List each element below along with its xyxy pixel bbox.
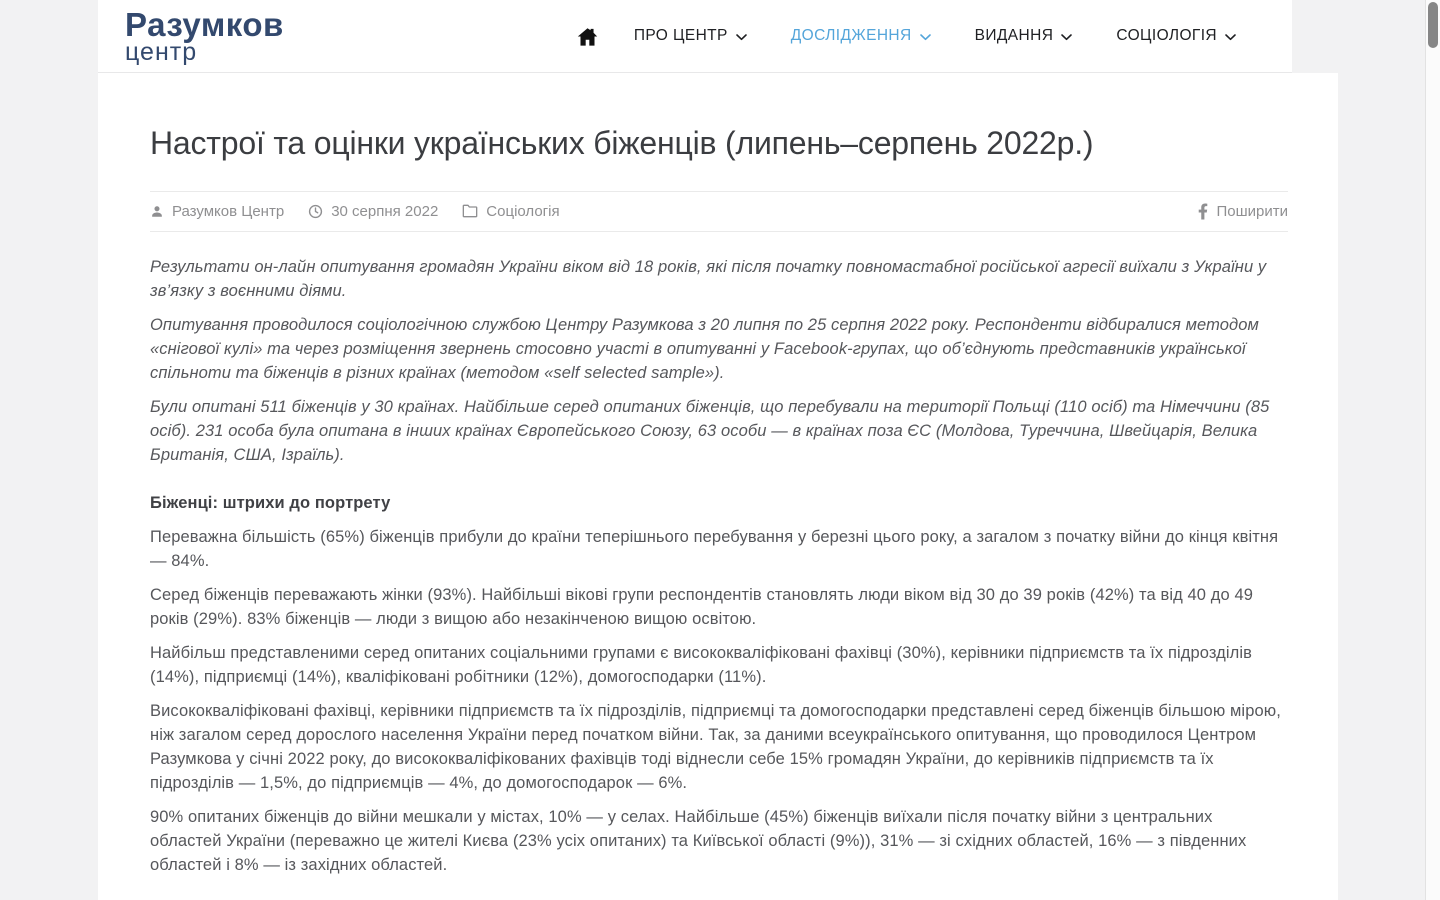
facebook-icon: [1198, 203, 1208, 220]
nav-item-label: ДОСЛІДЖЕННЯ: [790, 27, 912, 44]
body-paragraph: Переважна більшість (65%) біженців прибули до країни теперішнього перебування у березні цього року, а загалом з початку війни до кінця квітня — 84%.: [150, 527, 1279, 570]
logo-title: Разумков: [125, 5, 284, 43]
category-link[interactable]: [462, 203, 559, 220]
logo-subtitle: центр: [125, 37, 198, 66]
scrollbar-thumb[interactable]: [1428, 2, 1438, 48]
page-title: Настрої та оцінки українських біженців (липень–серпень 2022р.): [150, 125, 1094, 161]
section-heading: Біженці: штрихи до портрету: [150, 493, 391, 512]
body-paragraph: Висококваліфіковані фахівці, керівники підприємств та їх підрозділів, підприємці та домогосподарки представлені серед біженців більшою мірою, ніж загалом серед дорослого населення України перед початком війни. Так, за даними всеукраїнського опитування, що проводилося Центром Разумкова у січні 2022 року, до висококваліфікованих фахівців тоді віднесли себе 15% громадян України, до керівників підприємств та їх підрозділів — 1,5%, до підприємців — 4%, до домогосподарок — 6%.: [150, 701, 1281, 792]
nav-item-label: ВИДАННЯ: [974, 27, 1054, 44]
body-paragraph: Серед біженців переважають жінки (93%). Найбільші вікові групи респондентів становлять люди віком від 30 до 39 років (42%) та від 40 до 49 років (29%). 83% біженців — люди з вищою або незакінченою вищою освітою.: [150, 585, 1254, 628]
main-nav: [577, 19, 1258, 54]
nav-item-research[interactable]: [769, 19, 953, 53]
chevron-down-icon: [920, 34, 931, 41]
share-label: Поширити: [1216, 202, 1288, 220]
site-logo[interactable]: [125, 5, 284, 66]
chevron-down-icon: [736, 34, 747, 41]
category-label: Соціологія: [486, 202, 560, 220]
article-author: [150, 203, 284, 220]
date-label: 30 серпня 2022: [331, 202, 439, 220]
folder-icon: [462, 204, 478, 218]
share-button[interactable]: [1198, 203, 1288, 220]
chevron-down-icon: [1061, 34, 1072, 41]
article-date: [308, 203, 438, 220]
intro-paragraph: Результати он-лайн опитування громадян України віком від 18 років, які після початку повномастабної російської агресії виїхали з України у зв’язку з воєнними діями.: [150, 257, 1267, 300]
nav-item-label: СОЦІОЛОГІЯ: [1116, 27, 1217, 44]
chevron-down-icon: [1225, 34, 1236, 41]
intro-paragraph: Були опитані 511 біженців у 30 країнах. Найбільше серед опитаних біженців, що перебували на території Польщі (110 осіб) та Німеччини (85 осіб). 231 особа була опитана в інших країнах Європейського Союзу, 63 особи — в країнах поза ЄС (Молдова, Туреччина, Швейцарія, Велика Британія, США, Ізраїль).: [150, 397, 1270, 464]
article: [98, 73, 1338, 877]
article-meta: [150, 191, 1288, 232]
article-body: [150, 232, 1288, 877]
nav-item-about[interactable]: [612, 19, 769, 53]
user-icon: [150, 204, 164, 219]
home-icon: [577, 27, 598, 46]
body-paragraph: Найбільш представленими серед опитаних соціальними групами є висококваліфіковані фахівці (30%), керівники підприємств та їх підрозділів (14%), підприємці (14%), кваліфіковані робітники (12%), домогосподарки (11%).: [150, 643, 1252, 686]
nav-item-sociology[interactable]: [1094, 19, 1258, 53]
author-label: Разумков Центр: [172, 202, 285, 220]
site-header: [98, 0, 1292, 73]
nav-item-label: ПРО ЦЕНТР: [633, 27, 728, 44]
nav-item-publications[interactable]: [953, 19, 1095, 53]
nav-home-link[interactable]: [577, 19, 612, 54]
scrollbar[interactable]: [1425, 0, 1440, 900]
clock-icon: [308, 204, 323, 219]
intro-paragraph: Опитування проводилося соціологічною службою Центру Разумкова з 20 липня по 25 серпня 2022 року. Респонденти відбиралися методом «снігової кулі» та через розміщення звернень стосовно участі в опитуванні у Facebook-групах, що об’єднують представників української спільноти та біженців в різних країнах (методом «self selected sample»).: [150, 315, 1259, 382]
content-sheet: [98, 73, 1338, 900]
body-paragraph: 90% опитаних біженців до війни мешкали у містах, 10% — у селах. Найбільше (45%) біженців виїхали після початку війни з центральних областей України (переважно це жителі Києва (23% усіх опитаних) та Київської області (9%)), 31% — зі східних областей, 16% — з південних областей і 8% — із західних областей.: [150, 807, 1247, 874]
